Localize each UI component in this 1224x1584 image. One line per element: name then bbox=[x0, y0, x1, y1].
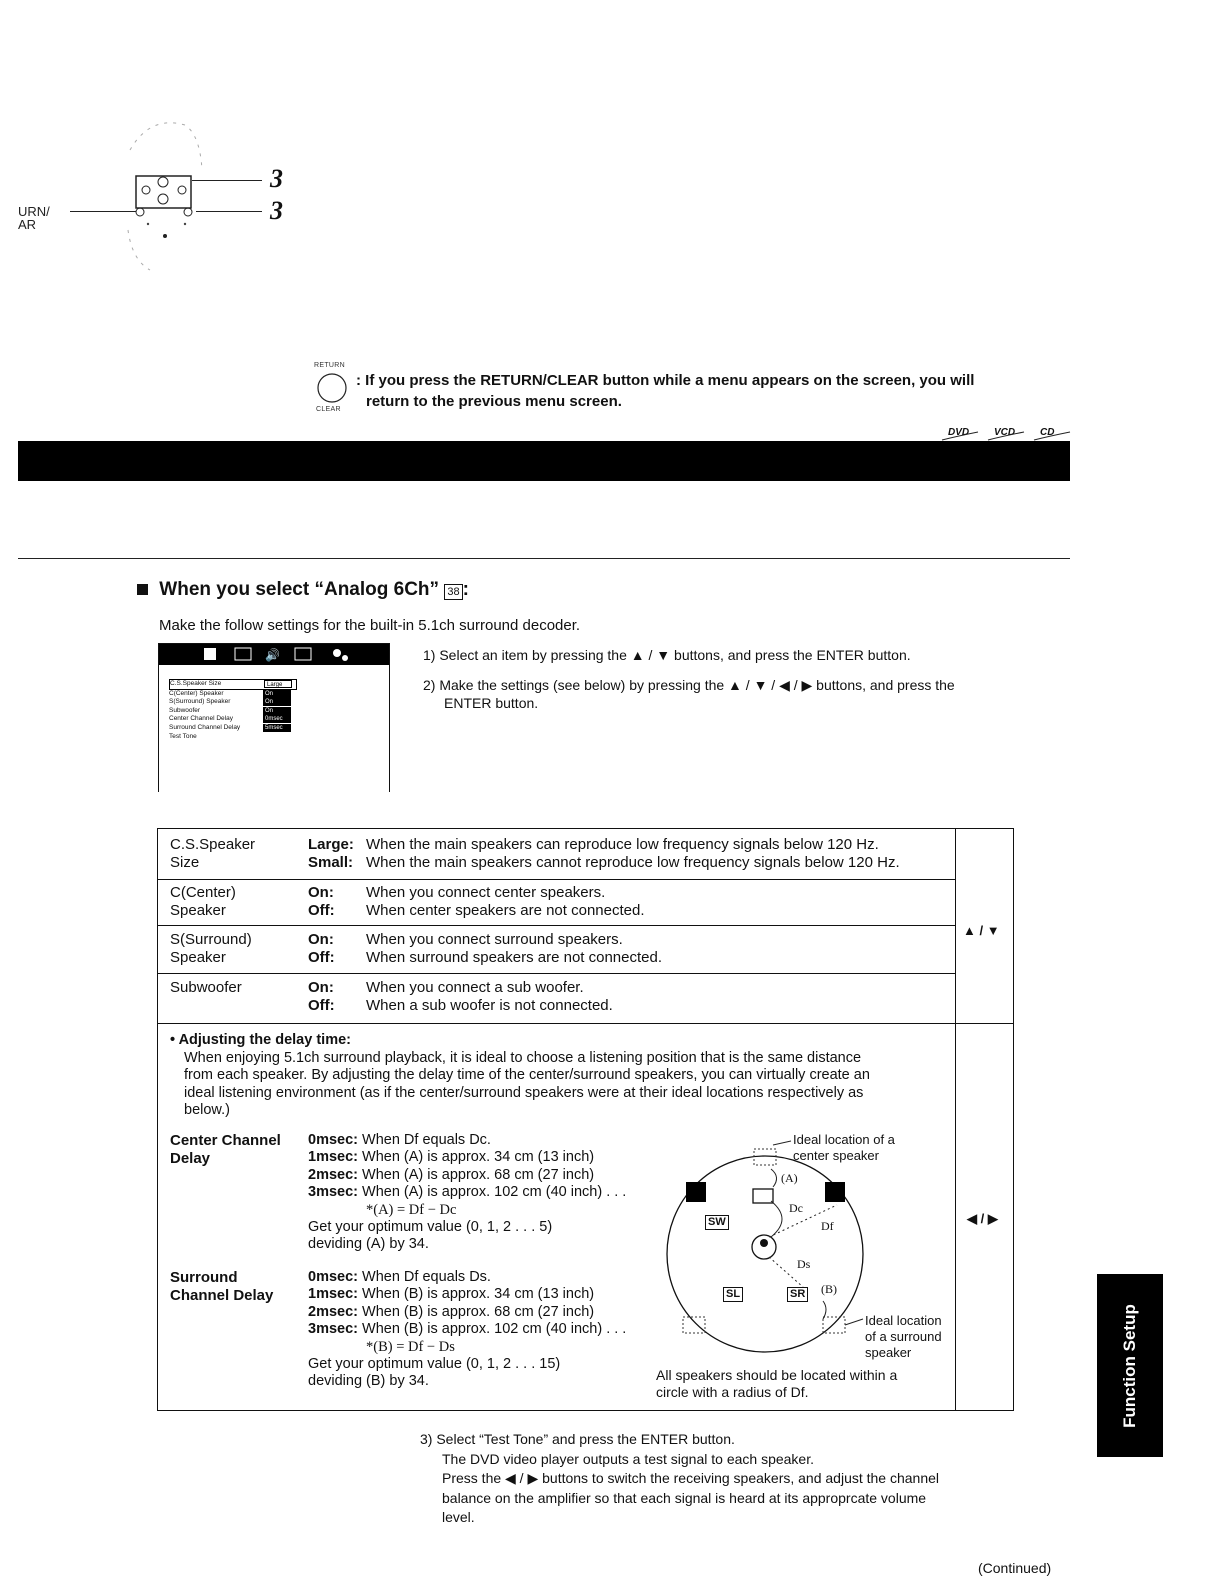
row-label-surround-speaker: S(Surround) Speaker bbox=[170, 931, 252, 966]
label-a: (A) bbox=[781, 1171, 798, 1185]
divider bbox=[18, 558, 1070, 559]
row-label-subwoofer: Subwoofer bbox=[170, 979, 242, 996]
remote-outline-icon bbox=[110, 110, 220, 280]
return-note-text: : If you press the RETURN/CLEAR button while a menu appears on the screen, you will return to the previous menu screen. bbox=[356, 372, 975, 410]
delay-intro: • Adjusting the delay time: When enjoying 5.1ch surround playback, it is ideal to choose a listening position that is the same distance from each speaker. By adjusting the delay time of the center/surround speakers, you can virtually create an ideal listening environment (as if the center/surround speakers were at their ideal locations respectively as below.) bbox=[170, 1032, 870, 1118]
callout-3-top: 3 bbox=[270, 164, 283, 193]
return-clear-label: URN/ AR bbox=[18, 204, 50, 232]
osd-row: Test Tone bbox=[169, 732, 197, 740]
surround-channel-delay-values: 0msec: When Df equals Ds. 1msec: When (B) is approx. 34 cm (13 inch) 2msec: When (B) is approx. 68 cm (27 inch) 3msec: When (B) is approx. 102 cm (40 inch) . . . *(B) = Df − Ds Get your optimum value (0, 1, 2 . . . 15) deviding (B) by 34. bbox=[308, 1269, 627, 1390]
leftright-arrows-icon: ◀ / ▶ bbox=[967, 1211, 998, 1226]
center-channel-delay-values: 0msec: When Df equals Dc. 1msec: When (A) is approx. 34 cm (13 inch) 2msec: When (A) is approx. 68 cm (27 inch) 3msec: When (A) is approx. 102 cm (40 inch) . . . *(A) = Df − Dc Get your optimum value (0, 1, 2 . . . 5) deviding (A) by 34. bbox=[308, 1132, 627, 1253]
osd-icon-bar bbox=[159, 644, 389, 665]
updown-arrows-icon: ▲ / ▼ bbox=[963, 923, 1000, 938]
diagram-caption: All speakers should be located within a circle with a radius of Df. bbox=[656, 1367, 898, 1400]
row-label-cs-speaker-size: C.S.Speaker Size bbox=[170, 836, 256, 871]
label-dc: Dc bbox=[789, 1201, 803, 1215]
label-df: Df bbox=[821, 1219, 834, 1233]
sw-speaker-icon: SW bbox=[705, 1215, 729, 1230]
label-b: (B) bbox=[821, 1282, 837, 1296]
cd-badge: CD bbox=[1040, 427, 1055, 438]
dvd-badge: DVD bbox=[948, 427, 970, 438]
vcd-badge: VCD bbox=[994, 427, 1016, 438]
row-options-subwoofer: On: When you connect a sub woofer. Off: When a sub woofer is not connected. bbox=[308, 979, 613, 1014]
osd-row: Center Channel Delay 0msec bbox=[169, 715, 297, 724]
ideal-center-note: Ideal location of a center speaker bbox=[793, 1132, 895, 1163]
function-setup-tab: Function Setup bbox=[1097, 1274, 1163, 1457]
section-banner bbox=[18, 441, 1070, 481]
osd-row: S(Surround) Speaker On bbox=[169, 698, 297, 707]
section-title: When you select “Analog 6Ch” 38 : bbox=[137, 579, 469, 601]
label-ds: Ds bbox=[797, 1257, 811, 1271]
osd-row: Subwoofer On bbox=[169, 707, 297, 716]
osd-menu-screen bbox=[158, 643, 390, 792]
remote-illustration bbox=[110, 110, 220, 280]
surround-channel-delay-label: Surround Channel Delay bbox=[170, 1269, 274, 1304]
center-channel-delay-label: Center Channel Delay bbox=[170, 1132, 281, 1167]
step-2: 2) Make the settings (see below) by pressing the ▲ / ▼ / ◀ / ▶ buttons, and press the ENTER button. bbox=[423, 677, 955, 711]
row-options-surround-speaker: On: When you connect surround speakers. Off: When surround speakers are not connected. bbox=[308, 931, 663, 966]
row-label-center-speaker: C(Center) Speaker bbox=[170, 884, 236, 919]
square-bullet-icon bbox=[137, 584, 148, 595]
sl-speaker-icon: SL bbox=[723, 1287, 743, 1302]
osd-row: C.S.Speaker Size Large bbox=[169, 679, 297, 690]
row-options-center-speaker: On: When you connect center speakers. Off: When center speakers are not connected. bbox=[308, 884, 645, 919]
intro-text: Make the follow settings for the built-in 5.1ch surround decoder. bbox=[159, 617, 581, 634]
callout-3-bottom: 3 bbox=[270, 196, 283, 225]
sr-speaker-icon: SR bbox=[787, 1287, 808, 1302]
step-1: 1) Select an item by pressing the ▲ / ▼ buttons, and press the ENTER button. bbox=[423, 647, 911, 663]
page-ref-icon: 38 bbox=[444, 584, 462, 600]
step-3: 3) Select “Test Tone” and press the ENTER button. The DVD video player outputs a test signal to each speaker. Press the ◀ / ▶ buttons to switch the receiving speakers, and adjust the channel balance on the amplifier so that each signal is heard at its approprcate volume level. bbox=[420, 1431, 940, 1525]
ideal-surround-note: Ideal location of a surround speaker bbox=[865, 1313, 942, 1360]
osd-row: Surround Channel Delay 5msec bbox=[169, 724, 297, 733]
row-options-cs-speaker-size: Large: When the main speakers can reproduce low frequency signals below 120 Hz. Small: When the main speakers cannot reproduce low frequency signals below 120 Hz. bbox=[308, 836, 900, 871]
osd-row: C(Center) Speaker On bbox=[169, 690, 297, 699]
speaker-placement-diagram bbox=[653, 1129, 953, 1407]
settings-table bbox=[157, 828, 1014, 1411]
return-clear-icon: RETURN CLEAR bbox=[314, 362, 345, 413]
continued-note: (Continued) bbox=[978, 1560, 1052, 1576]
svg-text:🔊: 🔊 bbox=[265, 648, 280, 662]
